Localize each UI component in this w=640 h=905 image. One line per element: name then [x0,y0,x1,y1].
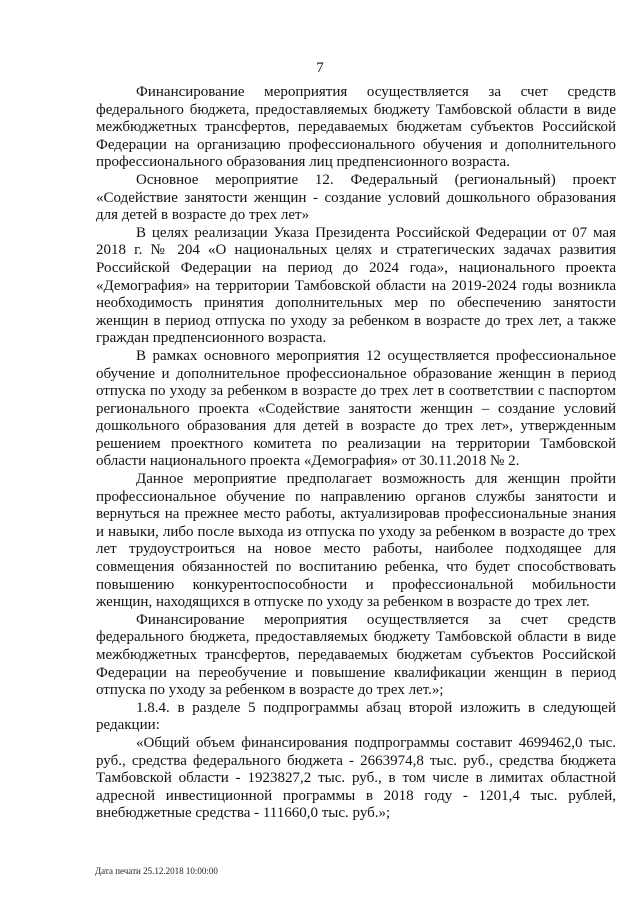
paragraph-financing-1: Финансирование мероприятия осуществляется за счет средств федерального бюджета, предоставляемых бюджету Тамбовской области в виде межбюджетных трансфертов, передаваемых бюджетам субъектов Российской Федерации на организацию профессионального обучения и дополнительного профессионального образования лиц предпенсионного возраста. [96,84,616,171]
document-body [96,84,616,823]
page-number: 7 [316,60,324,76]
paragraph-funding-total: «Общий объем финансирования подпрограммы составит 4699462,0 тыс. руб., средства федерального бюджета - 2663974,8 тыс. руб., средства бюджета Тамбовской области - 1923827,2 тыс. руб., в том числе в лимитах областной адресной инвестиционной программы в 2018 году - 1201,4 тыс. рублей, внебюджетные средства - 111660,0 тыс. руб.»; [96,734,616,822]
paragraph-financing-2: Финансирование мероприятия осуществляется за счет средств федерального бюджета, предоставляемых бюджету Тамбовской области в виде межбюджетных трансфертов, передаваемых бюджетам субъектов Российской Федерации на переобучение и повышение квалификации женщин в период отпуска по уходу за ребенком в возрасте до трех лет.»; [96,611,616,699]
paragraph-activity-scope: В рамках основного мероприятия 12 осуществляется профессиональное обучение и дополнительное профессиональное образование женщин в период отпуска по уходу за ребенком в возрасте до трех лет в соответствии с паспортом регионального проекта «Содействие занятости женщин – создание условий дошкольного образования для детей в возрасте до трех лет», утвержденным решением проектного комитета по реализации на территории Тамбовской области национального проекта «Демография» от 30.11.2018 № 2. [96,347,616,470]
paragraph-activity-description: Данное мероприятие предполагает возможность для женщин пройти профессиональное обучение по направлению органов службы занятости и вернуться на прежнее место работы, актуализировав профессиональные знания и навыки, либо после выхода из отпуска по уходу за ребенком в возрасте до трех лет трудоустроиться на новое место работы, наиболее подходящее для совмещения обязанностей по воспитанию ребенка, что будет способствовать повышению конкурентоспособности и профессиональной мобильности женщин, находящихся в отпуске по уходу за ребенком в возрасте до трех лет. [96,471,616,611]
print-date-footer: Дата печати 25.12.2018 10:00:00 [95,866,218,876]
paragraph-section-5-amendment: 1.8.4. в разделе 5 подпрограммы абзац второй изложить в следующей редакции: [96,699,616,734]
paragraph-decree: В целях реализации Указа Президента Российской Федерации от 07 мая 2018 г. № 204 «О национальных целях и стратегических задачах развития Российской Федерации на период до 2024 года», национального проекта «Демография» на территории Тамбовской области на 2019-2024 годы возникла необходимость принятия дополнительных мер по обеспечению занятости женщин в период отпуска по уходу за ребенком в возрасте до трех лет, а также граждан предпенсионного возраста. [96,224,616,347]
paragraph-main-activity-12: Основное мероприятие 12. Федеральный (региональный) проект «Содействие занятости женщин - создание условий дошкольного образования для детей в возрасте до трех лет» [96,171,616,224]
